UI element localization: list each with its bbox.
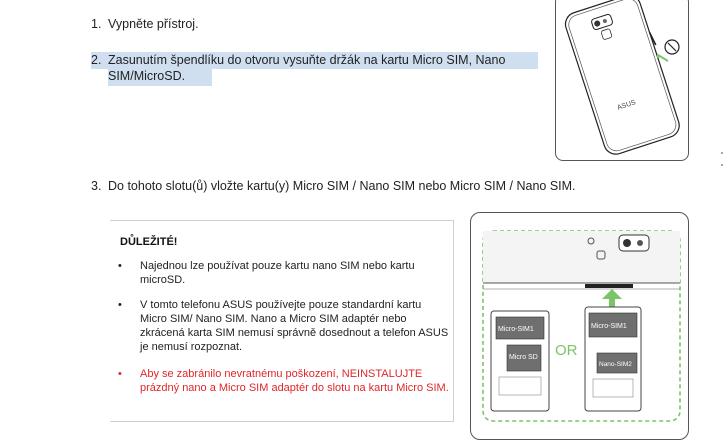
tray1-slot1-label: Micro-SIM1: [498, 326, 534, 333]
step-1: [91, 16, 531, 34]
step-2-selected[interactable]: [91, 52, 543, 86]
important-notice: [110, 220, 454, 422]
or-label: OR: [555, 342, 578, 359]
bullet-dot: •: [118, 260, 122, 272]
phone-illustration: [555, 0, 689, 161]
brand-logo-text: ASUS: [616, 99, 637, 112]
step-text: Vypněte přístroj.: [108, 17, 199, 31]
bullet-dot: •: [118, 299, 122, 311]
tray2-slot2-label: Nano-SIM2: [599, 361, 632, 368]
step-text: Zasunutím špendlíku do otvoru vysuňte držák na kartu Micro SIM, Nano SIM/MicroSD.: [108, 53, 506, 83]
step-number: 1.: [91, 17, 102, 31]
step-number: 3.: [91, 179, 102, 193]
step-3: [91, 178, 651, 196]
step-text: Do tohoto slotu(ů) vložte kartu(y) Micro SIM / Nano SIM nebo Micro SIM / Nano SIM.: [108, 179, 576, 193]
bullet-dot: •: [118, 368, 122, 380]
step-number: 2.: [91, 53, 102, 67]
notice-title: DŮLEŽITÉ!: [120, 236, 178, 248]
sim-tray-drawing: [471, 213, 688, 439]
sim-tray-illustration: [470, 212, 689, 440]
bullet-text: V tomto telefonu ASUS používejte pouze standardní kartu Micro SIM/ Nano SIM. Nano a Micro SIM adaptér nebo zkrácená karta SIM nemusí správně dosednout a telefon ASUS je nemusí rozpoznat.: [140, 299, 449, 353]
bullet-text: Najednou lze používat pouze kartu nano SIM nebo kartu microSD.: [140, 260, 415, 286]
page-edge-mark: [719, 150, 725, 170]
phone-back-drawing: [556, 0, 688, 160]
tray1-slot2-label: Micro SD: [509, 354, 538, 361]
bullet-text: Aby se zabránilo nevratnému poškození, NEINSTALUJTE prázdný nano a Micro SIM adaptér do slotu na kartu Micro SIM.: [140, 368, 449, 394]
tray2-slot1-label: Micro-SIM1: [591, 323, 627, 330]
